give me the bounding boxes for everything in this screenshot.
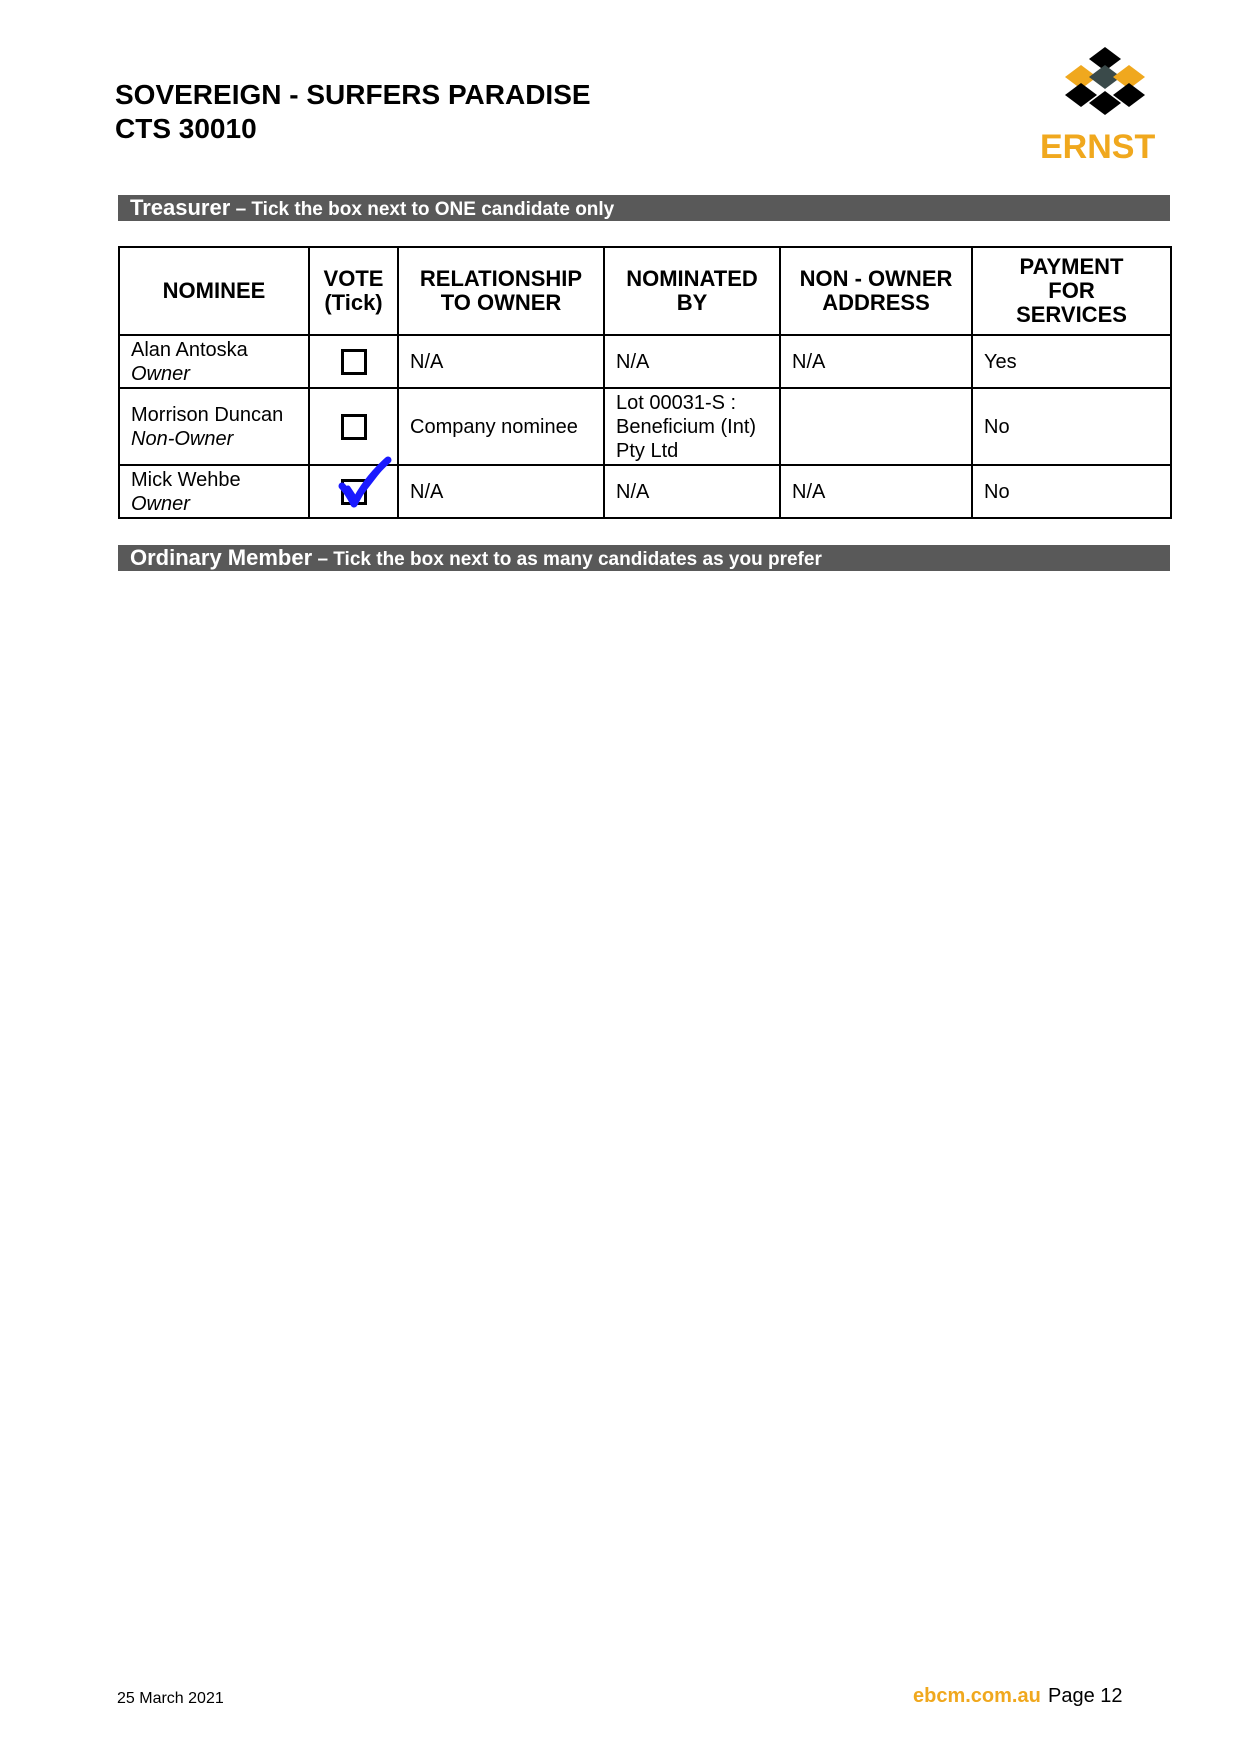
document-title <box>115 78 591 146</box>
table-header-row <box>119 247 1171 335</box>
nominated-by-cell: N/A <box>604 335 780 388</box>
section-role: Ordinary Member <box>130 545 313 570</box>
title-line-2: CTS 30010 <box>115 113 257 144</box>
relationship-cell: N/A <box>398 335 604 388</box>
header-address: NON - OWNER ADDRESS <box>780 247 972 335</box>
table-row <box>119 335 1171 388</box>
address-cell: N/A <box>780 465 972 518</box>
vote-cell <box>309 388 398 465</box>
vote-cell <box>309 465 398 518</box>
address-cell: N/A <box>780 335 972 388</box>
nominee-cell <box>119 335 309 388</box>
header-vote: VOTE (Tick) <box>309 247 398 335</box>
relationship-cell: Company nominee <box>398 388 604 465</box>
payment-cell: Yes <box>972 335 1171 388</box>
section-instruction: – Tick the box next to ONE candidate only <box>230 199 615 220</box>
address-cell <box>780 388 972 465</box>
page-number: Page 12 <box>1048 1685 1123 1707</box>
section-role: Treasurer <box>130 195 231 220</box>
nominated-by-cell: N/A <box>604 465 780 518</box>
nominee-type: Non-Owner <box>131 427 234 450</box>
nominee-type: Owner <box>131 362 190 385</box>
vote-checkbox[interactable] <box>341 349 367 375</box>
ordinary-member-section-header <box>118 545 1170 571</box>
nominee-cell <box>119 465 309 518</box>
table-row <box>119 388 1171 465</box>
nominee-name: Alan Antoska <box>131 338 248 361</box>
header-nominee: NOMINEE <box>119 247 309 335</box>
nominee-name: Mick Wehbe <box>131 468 241 491</box>
header-payment: PAYMENT FOR SERVICES <box>972 247 1171 335</box>
payment-cell: No <box>972 465 1171 518</box>
nominated-by-cell: Lot 00031-S : Beneficium (Int) Pty Ltd <box>604 388 780 465</box>
footer-website-link[interactable]: ebcm.com.au <box>913 1685 1041 1707</box>
footer-date: 25 March 2021 <box>117 1690 224 1707</box>
table-row <box>119 465 1171 518</box>
nominee-type: Owner <box>131 492 190 515</box>
vote-checkbox[interactable] <box>341 414 367 440</box>
nominee-table <box>118 246 1172 519</box>
nominee-name: Morrison Duncan <box>131 403 284 426</box>
title-line-1: SOVEREIGN - SURFERS PARADISE <box>115 79 591 110</box>
payment-cell: No <box>972 388 1171 465</box>
treasurer-section-header <box>118 195 1170 221</box>
logo-wordmark: ERNST <box>1040 128 1156 166</box>
header-nominated-by: NOMINATED BY <box>604 247 780 335</box>
section-instruction: – Tick the box next to as many candidates as you prefer <box>312 549 822 570</box>
handwritten-tick-icon <box>338 456 398 516</box>
header-relationship: RELATIONSHIP TO OWNER <box>398 247 604 335</box>
vote-cell <box>309 335 398 388</box>
relationship-cell: N/A <box>398 465 604 518</box>
nominee-cell <box>119 388 309 465</box>
